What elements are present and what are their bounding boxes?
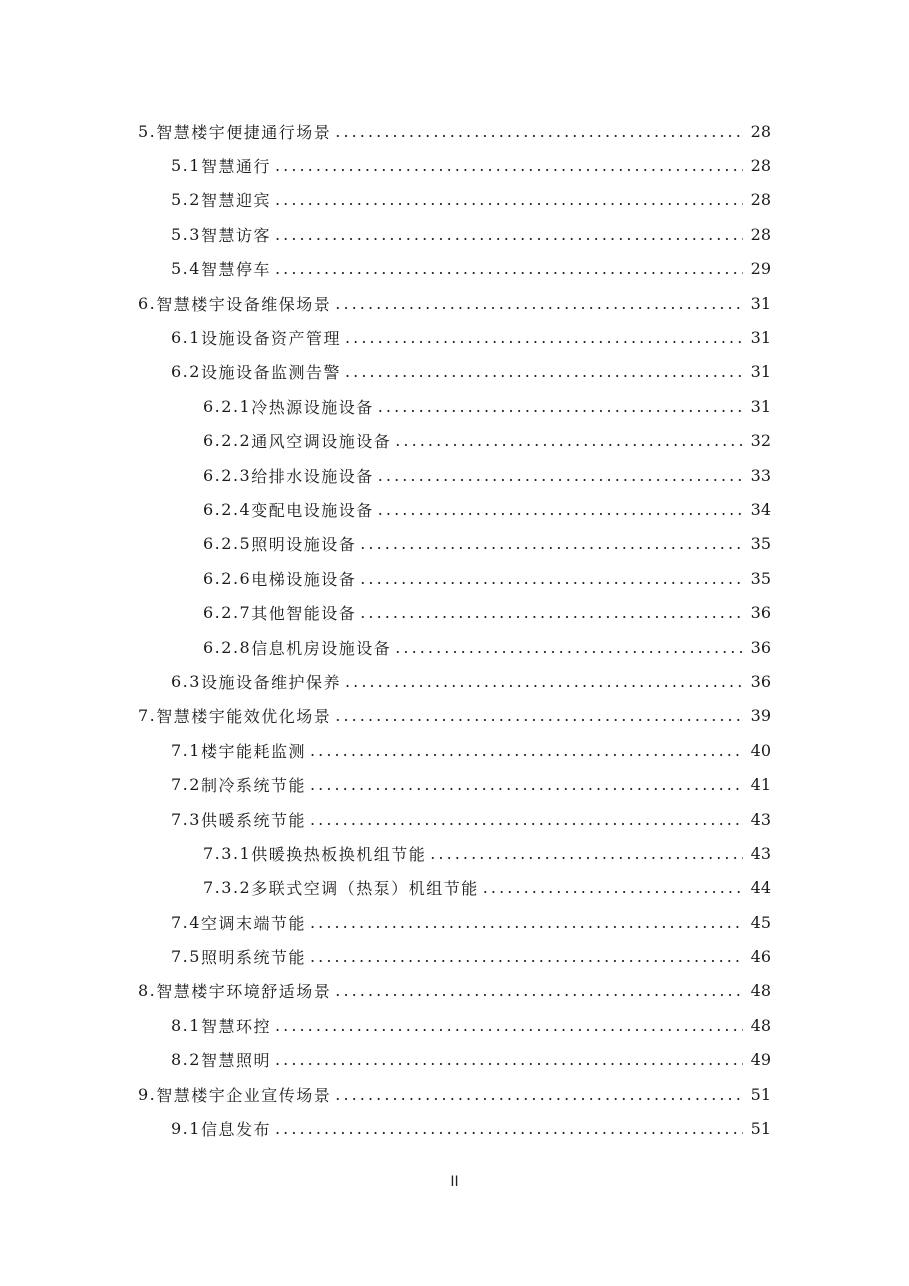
toc-entry[interactable] (0, 114, 909, 148)
toc-entry-title: 智慧环控 (200, 1016, 271, 1036)
toc-entry-title: 设施设备资产管理 (200, 329, 341, 349)
toc-leader-dots (275, 259, 743, 278)
toc-entry[interactable] (0, 252, 909, 286)
toc-entry-page: 36 (750, 671, 771, 691)
toc-entry-text (171, 1117, 747, 1140)
toc-entry-page: 34 (750, 499, 771, 519)
toc-entry-text (203, 464, 747, 487)
toc-leader-dots (310, 741, 743, 760)
toc-entry-text (138, 1083, 747, 1106)
toc-leader-dots (310, 913, 743, 932)
toc-entry-text (203, 567, 747, 590)
toc-entry-number: 6.2.2 (203, 431, 252, 451)
toc-entry-page: 43 (750, 809, 771, 829)
toc-entry-text (138, 979, 747, 1002)
toc-entry-number: 6.3 (171, 671, 201, 691)
toc-entry-number: 6.2.6 (203, 568, 252, 588)
toc-entry[interactable] (0, 527, 909, 561)
toc-entry-page: 28 (750, 121, 771, 141)
toc-entry-number: 7.4 (171, 912, 201, 932)
toc-entry-page: 36 (750, 603, 771, 623)
toc-leader-dots (310, 775, 743, 794)
toc-entry-title: 智慧迎宾 (200, 191, 271, 211)
toc-entry-page: 28 (750, 190, 771, 210)
toc-entry-page: 32 (750, 431, 771, 451)
toc-entry-text (171, 154, 747, 177)
toc-entry-number: 5.2 (171, 190, 201, 210)
toc-entry[interactable] (0, 871, 909, 905)
toc-entry[interactable] (0, 630, 909, 664)
toc-entry-text (203, 601, 747, 624)
toc-entry-page: 31 (750, 328, 771, 348)
toc-entry-title: 智慧访客 (200, 225, 271, 245)
toc-entry-title: 多联式空调（热泵）机组节能 (251, 879, 479, 899)
toc-leader-dots (275, 1016, 743, 1035)
toc-entry-number: 6.1 (171, 328, 201, 348)
toc-entry-number: 5.1 (171, 156, 201, 176)
page-number-footer: II (450, 1174, 459, 1190)
toc-entry-title: 智慧楼宇设备维保场景 (156, 294, 332, 314)
toc-leader-dots (360, 569, 743, 588)
toc-entry[interactable] (0, 355, 909, 389)
toc-entry-page: 31 (750, 362, 771, 382)
toc-entry-number: 6.2.3 (203, 465, 252, 485)
toc-entry-text (203, 842, 747, 865)
toc-leader-dots (310, 947, 743, 966)
toc-entry-text (203, 532, 747, 555)
toc-leader-dots (378, 500, 743, 519)
toc-entry-page: 35 (750, 568, 771, 588)
toc-leader-dots (310, 810, 743, 829)
toc-entry-text (171, 773, 747, 796)
toc-entry-page: 36 (750, 637, 771, 657)
toc-entry-number: 7.3.1 (203, 843, 252, 863)
toc-entry[interactable] (0, 458, 909, 492)
toc-entry-page: 46 (750, 947, 771, 967)
toc-leader-dots (345, 328, 743, 347)
toc-entry-text (171, 808, 747, 831)
toc-entry[interactable] (0, 836, 909, 870)
toc-leader-dots (395, 431, 743, 450)
toc-entry-text (171, 945, 747, 968)
toc-entry-page: 40 (750, 740, 771, 760)
toc-entry-title: 照明系统节能 (200, 948, 306, 968)
toc-entry-title: 楼宇能耗监测 (200, 741, 306, 761)
toc-entry-text (171, 223, 747, 246)
toc-leader-dots (335, 122, 743, 141)
toc-leader-dots (335, 1085, 743, 1104)
toc-entry[interactable] (0, 974, 909, 1008)
toc-entry-number: 7.2 (171, 775, 201, 795)
toc-entry[interactable] (0, 492, 909, 526)
toc-entry[interactable] (0, 905, 909, 939)
toc-entry-text (138, 704, 747, 727)
table-of-contents (0, 114, 909, 1146)
toc-entry[interactable] (0, 1077, 909, 1111)
toc-entry-text (171, 257, 747, 280)
toc-entry-number: 6. (138, 293, 157, 313)
toc-entry[interactable] (0, 561, 909, 595)
toc-entry-page: 48 (750, 1015, 771, 1035)
toc-entry-text (203, 498, 747, 521)
toc-entry-title: 照明设施设备 (251, 535, 357, 555)
toc-entry-text (203, 395, 747, 418)
toc-entry-page: 33 (750, 465, 771, 485)
toc-leader-dots (275, 225, 743, 244)
toc-entry-text (171, 911, 747, 934)
toc-entry-text (138, 292, 747, 315)
toc-entry-title: 智慧楼宇能效优化场景 (156, 707, 332, 727)
toc-entry-title: 制冷系统节能 (200, 776, 306, 796)
toc-leader-dots (275, 1050, 743, 1069)
toc-entry-number: 7.3 (171, 809, 201, 829)
toc-entry-page: 28 (750, 224, 771, 244)
toc-entry-page: 41 (750, 775, 771, 795)
toc-entry-title: 空调末端节能 (200, 913, 306, 933)
toc-leader-dots (335, 294, 743, 313)
toc-entry-text (171, 326, 747, 349)
toc-entry-title: 通风空调设施设备 (251, 432, 392, 452)
toc-entry-number: 5.4 (171, 259, 201, 279)
toc-leader-dots (360, 534, 743, 553)
toc-entry-number: 8.2 (171, 1050, 201, 1070)
toc-entry-title: 供暖换热板换机组节能 (251, 844, 427, 864)
toc-entry[interactable] (0, 183, 909, 217)
toc-entry-page: 39 (750, 706, 771, 726)
toc-leader-dots (335, 706, 743, 725)
toc-entry-title: 变配电设施设备 (251, 500, 374, 520)
toc-leader-dots (360, 603, 743, 622)
toc-entry[interactable] (0, 389, 909, 423)
toc-leader-dots (335, 981, 743, 1000)
toc-entry-text (203, 636, 747, 659)
toc-entry-title: 设施设备维护保养 (200, 672, 341, 692)
toc-entry-text (203, 429, 747, 452)
toc-entry-number: 5.3 (171, 224, 201, 244)
toc-leader-dots (430, 844, 743, 863)
toc-leader-dots (345, 672, 743, 691)
toc-entry-title: 智慧照明 (200, 1051, 271, 1071)
toc-entry-number: 7.3.2 (203, 878, 252, 898)
toc-entry-number: 6.2.5 (203, 534, 252, 554)
toc-entry-title: 设施设备监测告警 (200, 363, 341, 383)
toc-entry-number: 6.2 (171, 362, 201, 382)
toc-leader-dots (345, 362, 743, 381)
toc-leader-dots (275, 190, 743, 209)
toc-entry-page: 48 (750, 981, 771, 1001)
toc-entry[interactable] (0, 939, 909, 973)
toc-entry[interactable] (0, 1008, 909, 1042)
toc-entry-number: 6.2.1 (203, 396, 252, 416)
toc-entry[interactable] (0, 320, 909, 354)
toc-entry[interactable] (0, 699, 909, 733)
toc-entry-title: 信息发布 (200, 1120, 271, 1140)
toc-entry-text (171, 188, 747, 211)
toc-entry-title: 电梯设施设备 (251, 569, 357, 589)
toc-entry-number: 9.1 (171, 1119, 201, 1139)
toc-entry-number: 8.1 (171, 1015, 201, 1035)
toc-entry-number: 7. (138, 706, 157, 726)
toc-leader-dots (275, 156, 743, 175)
toc-entry-number: 8. (138, 981, 157, 1001)
toc-entry[interactable] (0, 595, 909, 629)
toc-entry[interactable] (0, 148, 909, 182)
toc-leader-dots (483, 878, 743, 897)
toc-entry-title: 其他智能设备 (251, 604, 357, 624)
toc-entry-title: 智慧楼宇环境舒适场景 (156, 982, 332, 1002)
toc-entry-number: 7.1 (171, 740, 201, 760)
toc-entry-title: 给排水设施设备 (251, 466, 374, 486)
toc-leader-dots (378, 397, 743, 416)
toc-entry-page: 51 (750, 1119, 771, 1139)
toc-entry-page: 43 (750, 843, 771, 863)
toc-entry-number: 6.2.7 (203, 603, 252, 623)
toc-entry-page: 28 (750, 156, 771, 176)
toc-entry[interactable] (0, 217, 909, 251)
toc-entry-text (171, 1014, 747, 1037)
toc-entry-page: 49 (750, 1050, 771, 1070)
toc-entry[interactable] (0, 767, 909, 801)
toc-entry[interactable] (0, 664, 909, 698)
toc-entry-page: 29 (750, 259, 771, 279)
toc-leader-dots (378, 466, 743, 485)
toc-entry-text (171, 360, 747, 383)
toc-entry-title: 智慧楼宇便捷通行场景 (156, 122, 332, 142)
toc-entry-text (171, 670, 747, 693)
toc-entry-number: 5. (138, 121, 157, 141)
toc-entry-page: 31 (750, 396, 771, 416)
toc-entry-page: 31 (750, 293, 771, 313)
toc-entry-text (171, 739, 747, 762)
toc-entry-title: 智慧通行 (200, 157, 271, 177)
toc-leader-dots (395, 638, 743, 657)
toc-entry[interactable] (0, 424, 909, 458)
toc-entry-number: 9. (138, 1084, 157, 1104)
toc-entry-title: 供暖系统节能 (200, 810, 306, 830)
toc-entry-number: 6.2.8 (203, 637, 252, 657)
toc-entry[interactable] (0, 802, 909, 836)
toc-entry-title: 冷热源设施设备 (251, 397, 374, 417)
toc-entry-text (171, 1048, 747, 1071)
toc-entry-text (138, 120, 747, 143)
toc-leader-dots (275, 1119, 743, 1138)
toc-entry-number: 6.2.4 (203, 499, 252, 519)
toc-entry-page: 45 (750, 912, 771, 932)
toc-entry-number: 7.5 (171, 947, 201, 967)
toc-entry-title: 智慧停车 (200, 260, 271, 280)
toc-entry-page: 44 (750, 878, 771, 898)
toc-entry-page: 35 (750, 534, 771, 554)
toc-entry[interactable] (0, 1111, 909, 1145)
toc-entry[interactable] (0, 1043, 909, 1077)
toc-entry[interactable] (0, 286, 909, 320)
toc-entry-text (203, 876, 747, 899)
toc-entry-page: 51 (750, 1084, 771, 1104)
toc-entry[interactable] (0, 733, 909, 767)
toc-entry-title: 信息机房设施设备 (251, 638, 392, 658)
toc-entry-title: 智慧楼宇企业宣传场景 (156, 1085, 332, 1105)
